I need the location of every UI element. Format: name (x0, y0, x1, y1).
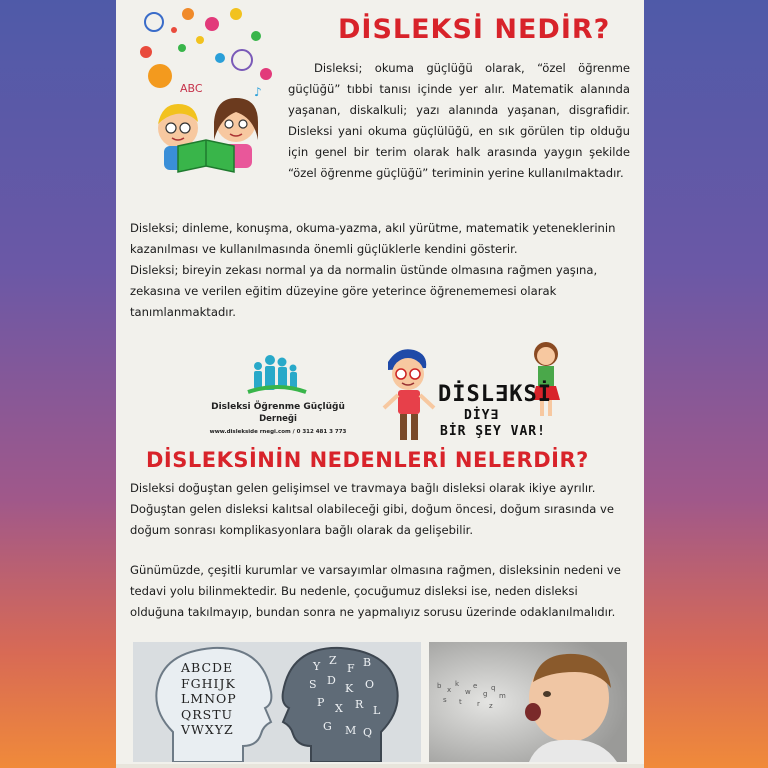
alphabet-line: LMNOP (181, 691, 237, 706)
dyslexia-cartoon (378, 340, 568, 448)
svg-text:S: S (309, 678, 317, 691)
causes-title: DİSLEKSİNİN NEDENLERİ NELERDİR? (146, 448, 589, 472)
svg-text:r: r (477, 700, 480, 708)
page-title: DİSLEKSİ NEDİR? (338, 14, 611, 45)
definition-section (130, 218, 626, 323)
family-icon (198, 352, 358, 400)
alphabet-line: FGHIJK (181, 675, 236, 691)
svg-text:w: w (465, 688, 471, 696)
svg-text:g: g (483, 690, 488, 698)
svg-text:b: b (437, 682, 442, 690)
alphabet-line: ABCDE (181, 660, 234, 675)
heads-letters-image (133, 642, 421, 762)
svg-text:k: k (455, 680, 460, 688)
svg-text:t: t (459, 698, 462, 706)
alphabet-letters (181, 660, 237, 738)
svg-text:B: B (363, 656, 372, 669)
svg-text:O: O (365, 678, 375, 691)
svg-text:Z: Z (329, 654, 337, 667)
svg-text:X: X (335, 702, 343, 715)
svg-text:G: G (323, 720, 332, 733)
svg-text:D: D (327, 674, 336, 687)
boy-illustration (429, 642, 627, 762)
today-paragraph: Günümüzde, çeşitli kurumlar ve varsayımlar olmasına rağmen, disleksinin nedeni ve tedavi yolu bilinmektedir. Bu nedenle, çocuğumuz disleksi ise, neden disleksi olduğuna takılmayıp, bundan sonra ne yapmalıyız sorusu üzerinde odaklanılmalıdır. (130, 563, 621, 619)
svg-text:Y: Y (313, 660, 321, 673)
svg-text:♪: ♪ (254, 85, 262, 99)
boy-reading-photo (429, 642, 627, 762)
svg-text:q: q (491, 684, 496, 692)
association-logo (198, 352, 358, 442)
kids-reading-illustration (116, 0, 286, 185)
svg-text:m: m (499, 692, 506, 700)
svg-text:K: K (345, 682, 354, 695)
svg-text:R: R (355, 698, 364, 711)
svg-text:M: M (345, 724, 357, 737)
svg-text:P: P (317, 696, 325, 709)
intro-paragraph: Disleksi; okuma güçlüğü olarak, “özel öğrenme güçlüğü” tıbbi tanısı içinde yer alır. Matematik alanında yaşanan, diskalkuli; yazı alanında yaşanan, disgrafidir. Disleksi yani okuma güçlülüğü, en sık görülen tip olduğu için genel bir terim olarak halk arasında yaygın şekilde “özel öğrenme güçlüğü” teriminin yerine kullanılmaktadır. (288, 61, 630, 180)
causes-paragraph: Disleksi doğuştan gelen gelişimsel ve travmaya bağlı disleksi olarak ikiye ayrılır. Doğuştan gelen disleksi kalıtsal olabileceği gibi, doğum öncesi, doğum sırasında ve doğum sonrası komplikasyonlara bağlı olarak da gelişebilir. (130, 481, 615, 537)
svg-text:Q: Q (363, 726, 373, 739)
dyslexia-text-line2: DİY∃ (464, 408, 500, 423)
logo-subtitle: Derneği (259, 414, 297, 424)
alphabet-line: QRSTU (181, 706, 234, 722)
svg-text:x: x (447, 686, 452, 694)
logo-website: www.dislekside rnegi.com / 0 312 481 3 773 (209, 429, 347, 435)
svg-text:z: z (489, 702, 493, 710)
svg-text:s: s (443, 696, 447, 704)
logo-name: Disleksi Öğrenme Güçlüğü (211, 402, 345, 412)
definition-paragraph-1: Disleksi; dinleme, konuşma, okuma-yazma, akıl yürütme, matematik yeteneklerinin kazanılması ve kullanılmasında önemli güçlüklerle kendini gösterir. (130, 221, 616, 256)
svg-text:e: e (473, 682, 478, 690)
dyslexia-text-line1: DİSL∃KSİ (438, 382, 552, 407)
alphabet-line: VWXYZ (181, 722, 234, 737)
svg-text:ABC: ABC (180, 82, 203, 95)
head-silhouettes (133, 642, 421, 762)
dyslexia-text-line3: BİR ŞEY VAR! (440, 424, 546, 439)
poster (116, 0, 644, 768)
svg-text:L: L (373, 704, 381, 717)
svg-text:F: F (347, 662, 355, 675)
poster-bottom-edge (116, 764, 644, 768)
definition-paragraph-2: Disleksi; bireyin zekası normal ya da normalin üstünde olmasına rağmen yaşına, zekasına ve verilen eğitim düzeyine göre yeterince öğrenememesi olarak tanımlanmaktadır. (130, 263, 598, 319)
